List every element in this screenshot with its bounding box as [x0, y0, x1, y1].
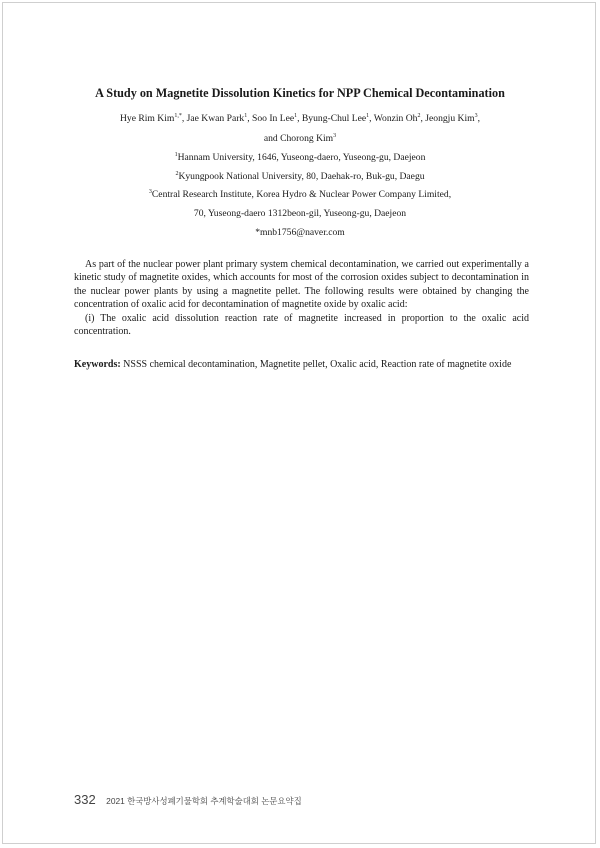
affiliation-sup: 3	[148, 189, 152, 195]
author-sup: 2	[417, 113, 421, 119]
affiliation-text: Kyungpook National University, 80, Daehak-ro, Buk-gu, Daegu	[178, 171, 425, 182]
author-name: Jae Kwan Park	[186, 113, 245, 124]
author-sup: 3	[333, 133, 337, 139]
author-name: and Chorong Kim	[263, 133, 334, 144]
author-sup: 1	[244, 113, 248, 119]
affiliation-3-continued: 70, Yuseong-daero 1312beon-gil, Yuseong-gu, Daejeon	[193, 208, 407, 219]
abstract-result-item: (i) The oxalic acid dissolution reaction rate of magnetite increased in proportion to the oxalic acid concentration.	[74, 312, 529, 338]
author-sup: 1	[294, 113, 298, 119]
author-separator: ,	[181, 113, 187, 124]
author-list	[0, 113, 600, 124]
page-border	[2, 2, 596, 844]
author-name: Jeongju Kim	[425, 113, 475, 124]
author-name: Byung-Chul Lee	[301, 113, 367, 124]
affiliation-sup: 2	[175, 171, 179, 177]
page-footer	[74, 791, 302, 809]
keywords-label: Keywords:	[74, 359, 121, 370]
paper-title: A Study on Magnetite Dissolution Kinetics for NPP Chemical Decontamination	[95, 86, 505, 100]
author-name: Soo In Lee	[252, 113, 295, 124]
affiliation-1	[0, 152, 600, 163]
author-name: Hye Rim Kim	[119, 113, 175, 124]
author-sup: 1,*	[174, 113, 182, 119]
author-separator: ,	[369, 113, 374, 124]
author-separator: ,	[420, 113, 423, 124]
affiliation-text: Hannam University, 1646, Yuseong-daero, Yuseong-gu, Daejeon	[177, 152, 426, 163]
affiliation-3	[0, 189, 600, 200]
last-author	[0, 133, 600, 144]
affiliation-sup: 1	[174, 152, 178, 158]
keywords	[74, 358, 529, 371]
author-sup: 3	[474, 113, 478, 119]
page-number: 332	[74, 792, 96, 807]
corresponding-email: *mnb1756@naver.com	[255, 227, 345, 238]
affiliation-2	[0, 171, 600, 182]
author-separator: ,	[297, 113, 302, 124]
author-name: Wonzin Oh	[373, 113, 418, 124]
abstract	[74, 258, 529, 338]
author-separator: ,	[477, 113, 481, 124]
conference-name: 2021 한국방사성폐기물학회 추계학술대회 논문요약집	[106, 796, 302, 806]
author-separator: ,	[247, 113, 252, 124]
author-sup: 1	[366, 113, 370, 119]
abstract-paragraph: As part of the nuclear power plant primary system chemical decontamination, we carried out experimentally a kinetic study of magnetite oxides, which accounts for most of the corrosion oxides subject to decontamination in the nuclear power plants by using a magnetite pellet. The following results were obtained by changing the concentration of oxalic acid for decontamination of magnetite oxide by oxalic acid:	[74, 259, 529, 311]
affiliation-text: Central Research Institute, Korea Hydro & Nuclear Power Company Limited,	[151, 189, 452, 200]
keywords-text: NSSS chemical decontamination, Magnetite pellet, Oxalic acid, Reaction rate of magnetite oxide	[123, 359, 512, 370]
